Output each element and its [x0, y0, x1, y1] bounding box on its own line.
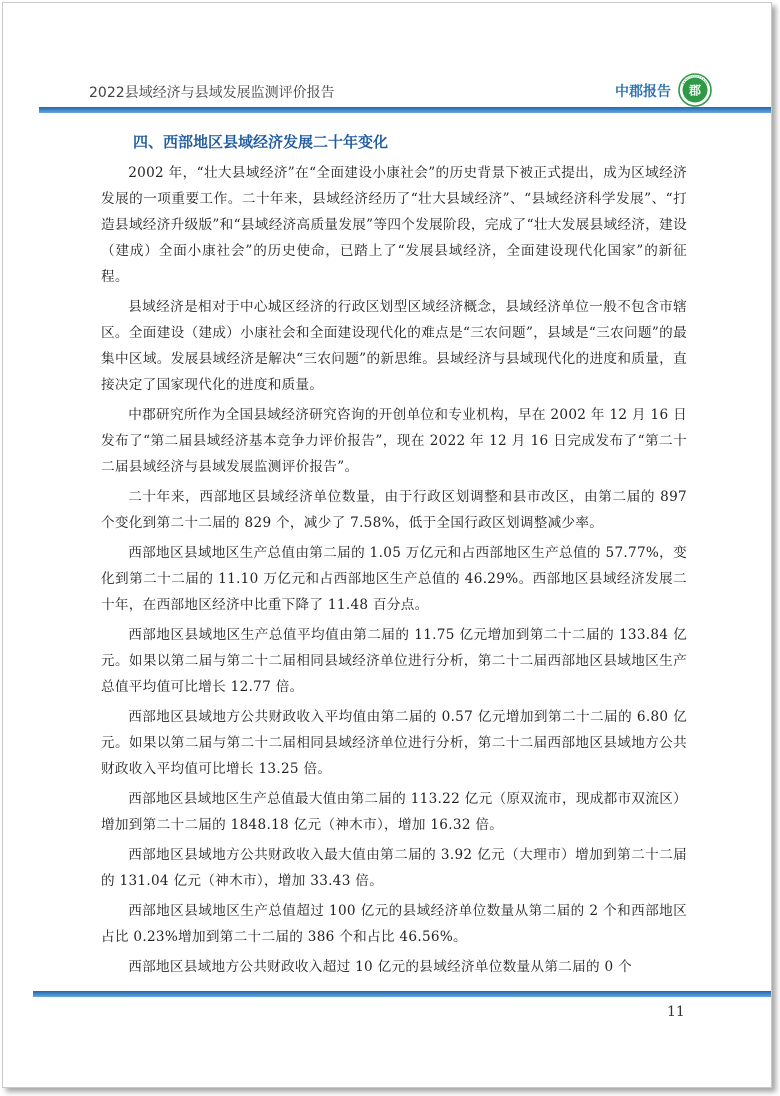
page-content	[101, 130, 687, 984]
body-paragraph: 西部地区县域地方公共财政收入超过 10 亿元的县域经济单位数量从第二届的 0 个	[128, 959, 633, 975]
body-paragraph: 西部地区县域地区生产总值由第二届的 1.05 万亿元和占西部地区生产总值的 57.77%，变化到第二十二届的 11.10 万亿元和占西部地区生产总值的 46.29%。西部地区县域经济发展二十年，在西部地区经济中比重下降了 11.48 百分点。	[101, 545, 687, 613]
zhongjun-seal-icon	[678, 73, 712, 107]
body-paragraph: 西部地区县域地区生产总值超过 100 亿元的县域经济单位数量从第二届的 2 个和西部地区占比 0.23%增加到第二十二届的 386 个和占比 46.56%。	[101, 903, 687, 945]
body-paragraph: 二十年来，西部地区县域经济单位数量，由于行政区划调整和县市改区，由第二届的 897 个变化到第二十二届的 829 个，减少了 7.58%，低于全国行政区划调整减少率。	[101, 489, 687, 531]
page-number: 11	[667, 1004, 685, 1020]
brand-name: 中郡报告	[615, 84, 671, 100]
logo-mark: 郡	[688, 83, 702, 98]
header-report-title: 2022县域经济与县域发展监测评价报告	[89, 85, 335, 101]
footer-divider	[33, 991, 772, 997]
header-divider	[39, 107, 772, 113]
body-paragraph: 西部地区县域地区生产总值最大值由第二届的 113.22 亿元（原双流市，现成都市双流区）增加到第二十二届的 1848.18 亿元（神木市），增加 16.32 倍。	[101, 791, 687, 833]
section-heading: 四、西部地区县域经济发展二十年变化	[133, 133, 389, 151]
body-paragraph: 县域经济是相对于中心城区经济的行政区划型区域经济概念，县域经济单位一般不包含市辖区。全面建设（建成）小康社会和全面建设现代化的难点是“三农问题”，县域是“三农问题”的最集中区域。发展县域经济是解决“三农问题”的新思维。县域经济与县域现代化的进度和质量，直接决定了国家现代化的进度和质量。	[101, 299, 687, 393]
report-page	[2, 2, 772, 1088]
body-paragraph: 西部地区县域地方公共财政收入最大值由第二届的 3.92 亿元（大理市）增加到第二十二届的 131.04 亿元（神木市），增加 33.43 倍。	[101, 847, 687, 889]
body-paragraph: 西部地区县域地方公共财政收入平均值由第二届的 0.57 亿元增加到第二十二届的 6.80 亿元。如果以第二届与第二十二届相同县域经济单位进行分析，第二十二届西部地区县域地方公共财政收入平均值可比增长 13.25 倍。	[101, 709, 687, 777]
body-paragraph: 西部地区县域地区生产总值平均值由第二届的 11.75 亿元增加到第二十二届的 133.84 亿元。如果以第二届与第二十二届相同县域经济单位进行分析，第二十二届西部地区县域地区生产总值平均值可比增长 12.77 倍。	[101, 627, 687, 695]
body-paragraph: 中郡研究所作为全国县域经济研究咨询的开创单位和专业机构，早在 2002 年 12 月 16 日发布了“第二届县域经济基本竞争力评价报告”，现在 2022 年 12 月 16 日完成发布了“第二十二届县域经济与县域发展监测评价报告”。	[101, 407, 687, 475]
body-paragraph: 2002 年，“壮大县域经济”在“全面建设小康社会”的历史背景下被正式提出，成为区域经济发展的一项重要工作。二十年来，县域经济经历了“壮大县域经济”、“县域经济科学发展”、“打造县域经济升级版”和“县域经济高质量发展”等四个发展阶段，完成了“壮大发展县域经济，建设（建成）全面小康社会”的历史使命，已踏上了“发展县域经济，全面建设现代化国家”的新征程。	[101, 165, 687, 285]
